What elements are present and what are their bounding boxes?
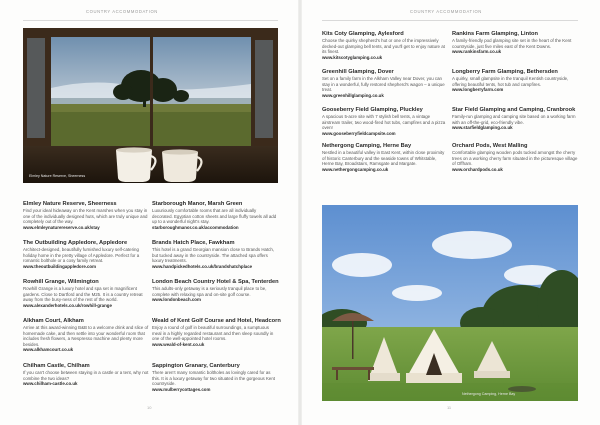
listing-url[interactable]: www.longberryfarm.com <box>452 87 504 93</box>
listing-entry <box>322 143 448 173</box>
listing-title: Orchard Pods, West Malling <box>452 143 528 149</box>
listing-description: A quirky, small glampsite in the tranquil Kentish countryside, offering beautiful tents, hot tub and campfires. <box>452 76 569 87</box>
listing-title: Brands Hatch Place, Fawkham <box>152 240 235 246</box>
listing-description: Architect-designed, beautifully furnished luxury self-catering holiday home in the pretty village of Appledore. Perfect for a romantic bolthole or a cosy family retreat. <box>23 247 140 264</box>
listing-description: This hotel is a grand Georgian mansion close to Brands Hatch, but tucked away in the countryside. The attached spa offers luxury treatments. <box>152 247 275 264</box>
listing-title: Star Field Glamping and Camping, Cranbrook <box>452 107 576 113</box>
page-number: 11 <box>447 405 452 410</box>
listing-entry <box>152 363 278 393</box>
listing-entry <box>452 69 578 93</box>
running-head: COUNTRY ACCOMMODATION <box>410 9 482 14</box>
listing-url[interactable]: www.weald-of-kent.co.uk <box>152 341 205 347</box>
listing-title: Rankins Farm Glamping, Linton <box>452 31 538 37</box>
photo-caption: Nethergong Camping, Herne Bay <box>462 392 516 396</box>
listing-entry <box>322 31 448 61</box>
listing-url[interactable]: www.orchardpods.co.uk <box>452 166 503 172</box>
spread-gutter <box>298 0 302 425</box>
right-page <box>300 0 600 425</box>
listing-entry <box>322 69 448 99</box>
listing-title: Chilham Castle, Chilham <box>23 363 90 369</box>
listing-entry <box>23 363 149 387</box>
listing-title: Alkham Court, Alkham <box>23 318 84 324</box>
page-number: 10 <box>147 405 152 410</box>
header-rule <box>322 20 578 21</box>
listing-description: Comfortable glamping wooden pods tucked amongst the cherry trees on a working cherry farm situated in the picturesque village of Offham. <box>452 150 578 167</box>
listing-description: If you can't choose between staying in a castle or a tent, why not combine the two ideas? <box>23 370 149 381</box>
listing-url[interactable]: www.greenhillglamping.co.uk <box>322 92 384 98</box>
listing-description: A spacious 5-acre site with 7 stylish bell tents, a vintage airstream trailer, two wood-fired hot tubs, campfires and a pizza oven! <box>322 114 446 131</box>
listing-url[interactable]: www.gooseberryfieldcampsite.com <box>322 130 396 136</box>
listing-url[interactable]: www.starfieldglamping.co.uk <box>452 125 513 131</box>
listing-entry <box>452 31 578 55</box>
listing-description: Luxuriously comfortable rooms that are all individually decorated. Egyptian cotton sheets and large fluffy towels all add up to a wonderful night's stay. <box>152 208 277 225</box>
listing-title: Elmley Nature Reserve, Sheerness <box>23 201 117 207</box>
listing-description: Find your ideal hideaway on the Kent marshes when you stay in one of the individually designed huts, which are truly unique and completely out of the way. <box>23 208 148 225</box>
running-head: COUNTRY ACCOMMODATION <box>86 9 158 14</box>
listing-title: Greenhill Glamping, Dover <box>322 69 394 75</box>
listing-url[interactable]: www.londonbeach.com <box>152 297 201 303</box>
listing-url[interactable]: www.elmleynaturereserve.co.uk/stay <box>23 224 100 230</box>
listing-url[interactable]: starboroughmanor.co.uk/accommodation <box>152 224 239 230</box>
listing-description: Rowhill Grange is a luxury hotel and spa set in magnificent gardens. Close to Dartford and the M25. It is a country retreat away from the busy-ness of the rest of the world. <box>23 286 143 303</box>
listing-entry <box>152 201 278 231</box>
listing-url[interactable]: www.handpickedhotels.co.uk/brandshatchplace <box>152 263 253 269</box>
listing-url[interactable]: www.alexanderhotels.co.uk/rowhill-grange <box>23 302 112 308</box>
listing-entry <box>452 143 578 173</box>
listing-title: Longberry Farm Glamping, Bethersden <box>452 69 558 75</box>
listing-url[interactable]: www.nethergongcamping.co.uk <box>322 166 389 172</box>
bell-tent-campsite-photo <box>322 205 578 401</box>
listing-title: Sappington Granary, Canterbury <box>152 363 240 369</box>
listing-description: Set on a family farm in the Alkham Valley near Dover, you can stay in a wonderful, fully restored shepherd's wagon – a unique treat. <box>322 76 445 93</box>
listing-url[interactable]: www.theoutbuildingappledore.com <box>23 263 97 269</box>
listing-description: Arrive at this award-winning B&B to a welcome drink and slice of homemade cake, and then settle into your wonderful room that includes fresh flowers, a Nespresso machine and plenty more besides. <box>23 325 149 347</box>
listing-title: Gooseberry Field Glamping, Pluckley <box>322 107 423 113</box>
listing-title: London Beach Country Hotel & Spa, Tenterden <box>152 279 279 285</box>
listing-description: Nestled in a beautiful valley in East Kent, within close proximity of historic Canterbury and the seaside towns of Whitstable, Herne Bay, Broadstairs, Ramsgate and Margate. <box>322 150 445 167</box>
listing-entry <box>23 279 149 309</box>
listing-url[interactable]: www.alkhamcourt.co.uk <box>23 347 74 353</box>
listing-entry <box>152 240 278 270</box>
listing-entry <box>152 279 278 303</box>
listing-description: A family-friendly pod glamping site set in the heart of the Kent countryside, just five miles east of the Kent Downs. <box>452 38 572 49</box>
listing-title: Starborough Manor, Marsh Green <box>152 201 243 207</box>
listing-description: Family-run glamping and camping site based on a working farm with an off-the-grid, eco-friendly vibe. <box>452 114 576 125</box>
listing-title: Kits Coty Glamping, Aylesford <box>322 31 404 37</box>
listing-url[interactable]: www.chilham-castle.co.uk <box>23 381 78 387</box>
listing-entry <box>23 240 149 270</box>
listing-description: Enjoy a round of golf in beautiful surroundings, a sumptuous meal in a highly regarded restaurant and then sleep soundly in one of the well-appointed hotel rooms. <box>152 325 274 342</box>
listing-description: This adults-only getaway is a seriously tranquil place to be, complete with relaxing spa and on-site golf course. <box>152 286 267 297</box>
header-rule <box>23 20 278 21</box>
listing-description: There aren't many romantic boltholes as lovingly cared for as this. It is a luxury getaway for two situated in the gorgeous Kent countryside. <box>152 370 276 387</box>
listing-entry <box>152 318 281 348</box>
listing-title: Rowhill Grange, Wilmington <box>23 279 99 285</box>
listing-description: Choose the quirky shepherd's hut or one of the impressively decked-out glamping bell tents, and you'll get to enjoy nature at its finest. <box>322 38 445 55</box>
listing-url[interactable]: www.mulberrycottages.com <box>152 386 211 392</box>
elmley-window-photo <box>23 28 278 183</box>
photo-caption: Elmley Nature Reserve, Sheerness <box>29 174 86 178</box>
listing-title: Nethergong Camping, Herne Bay <box>322 143 412 149</box>
listing-title: The Outbuilding Appledore, Appledore <box>23 240 128 246</box>
listing-entry <box>322 107 448 137</box>
listing-url[interactable]: www.rankinsfarm.co.uk <box>452 49 502 55</box>
listing-url[interactable]: www.kitscotyglamping.co.uk <box>322 54 383 60</box>
listing-title: Weald of Kent Golf Course and Hotel, Headcorn <box>152 318 281 324</box>
listing-entry <box>23 201 149 231</box>
listing-entry <box>452 107 578 131</box>
listing-entry <box>23 318 149 353</box>
